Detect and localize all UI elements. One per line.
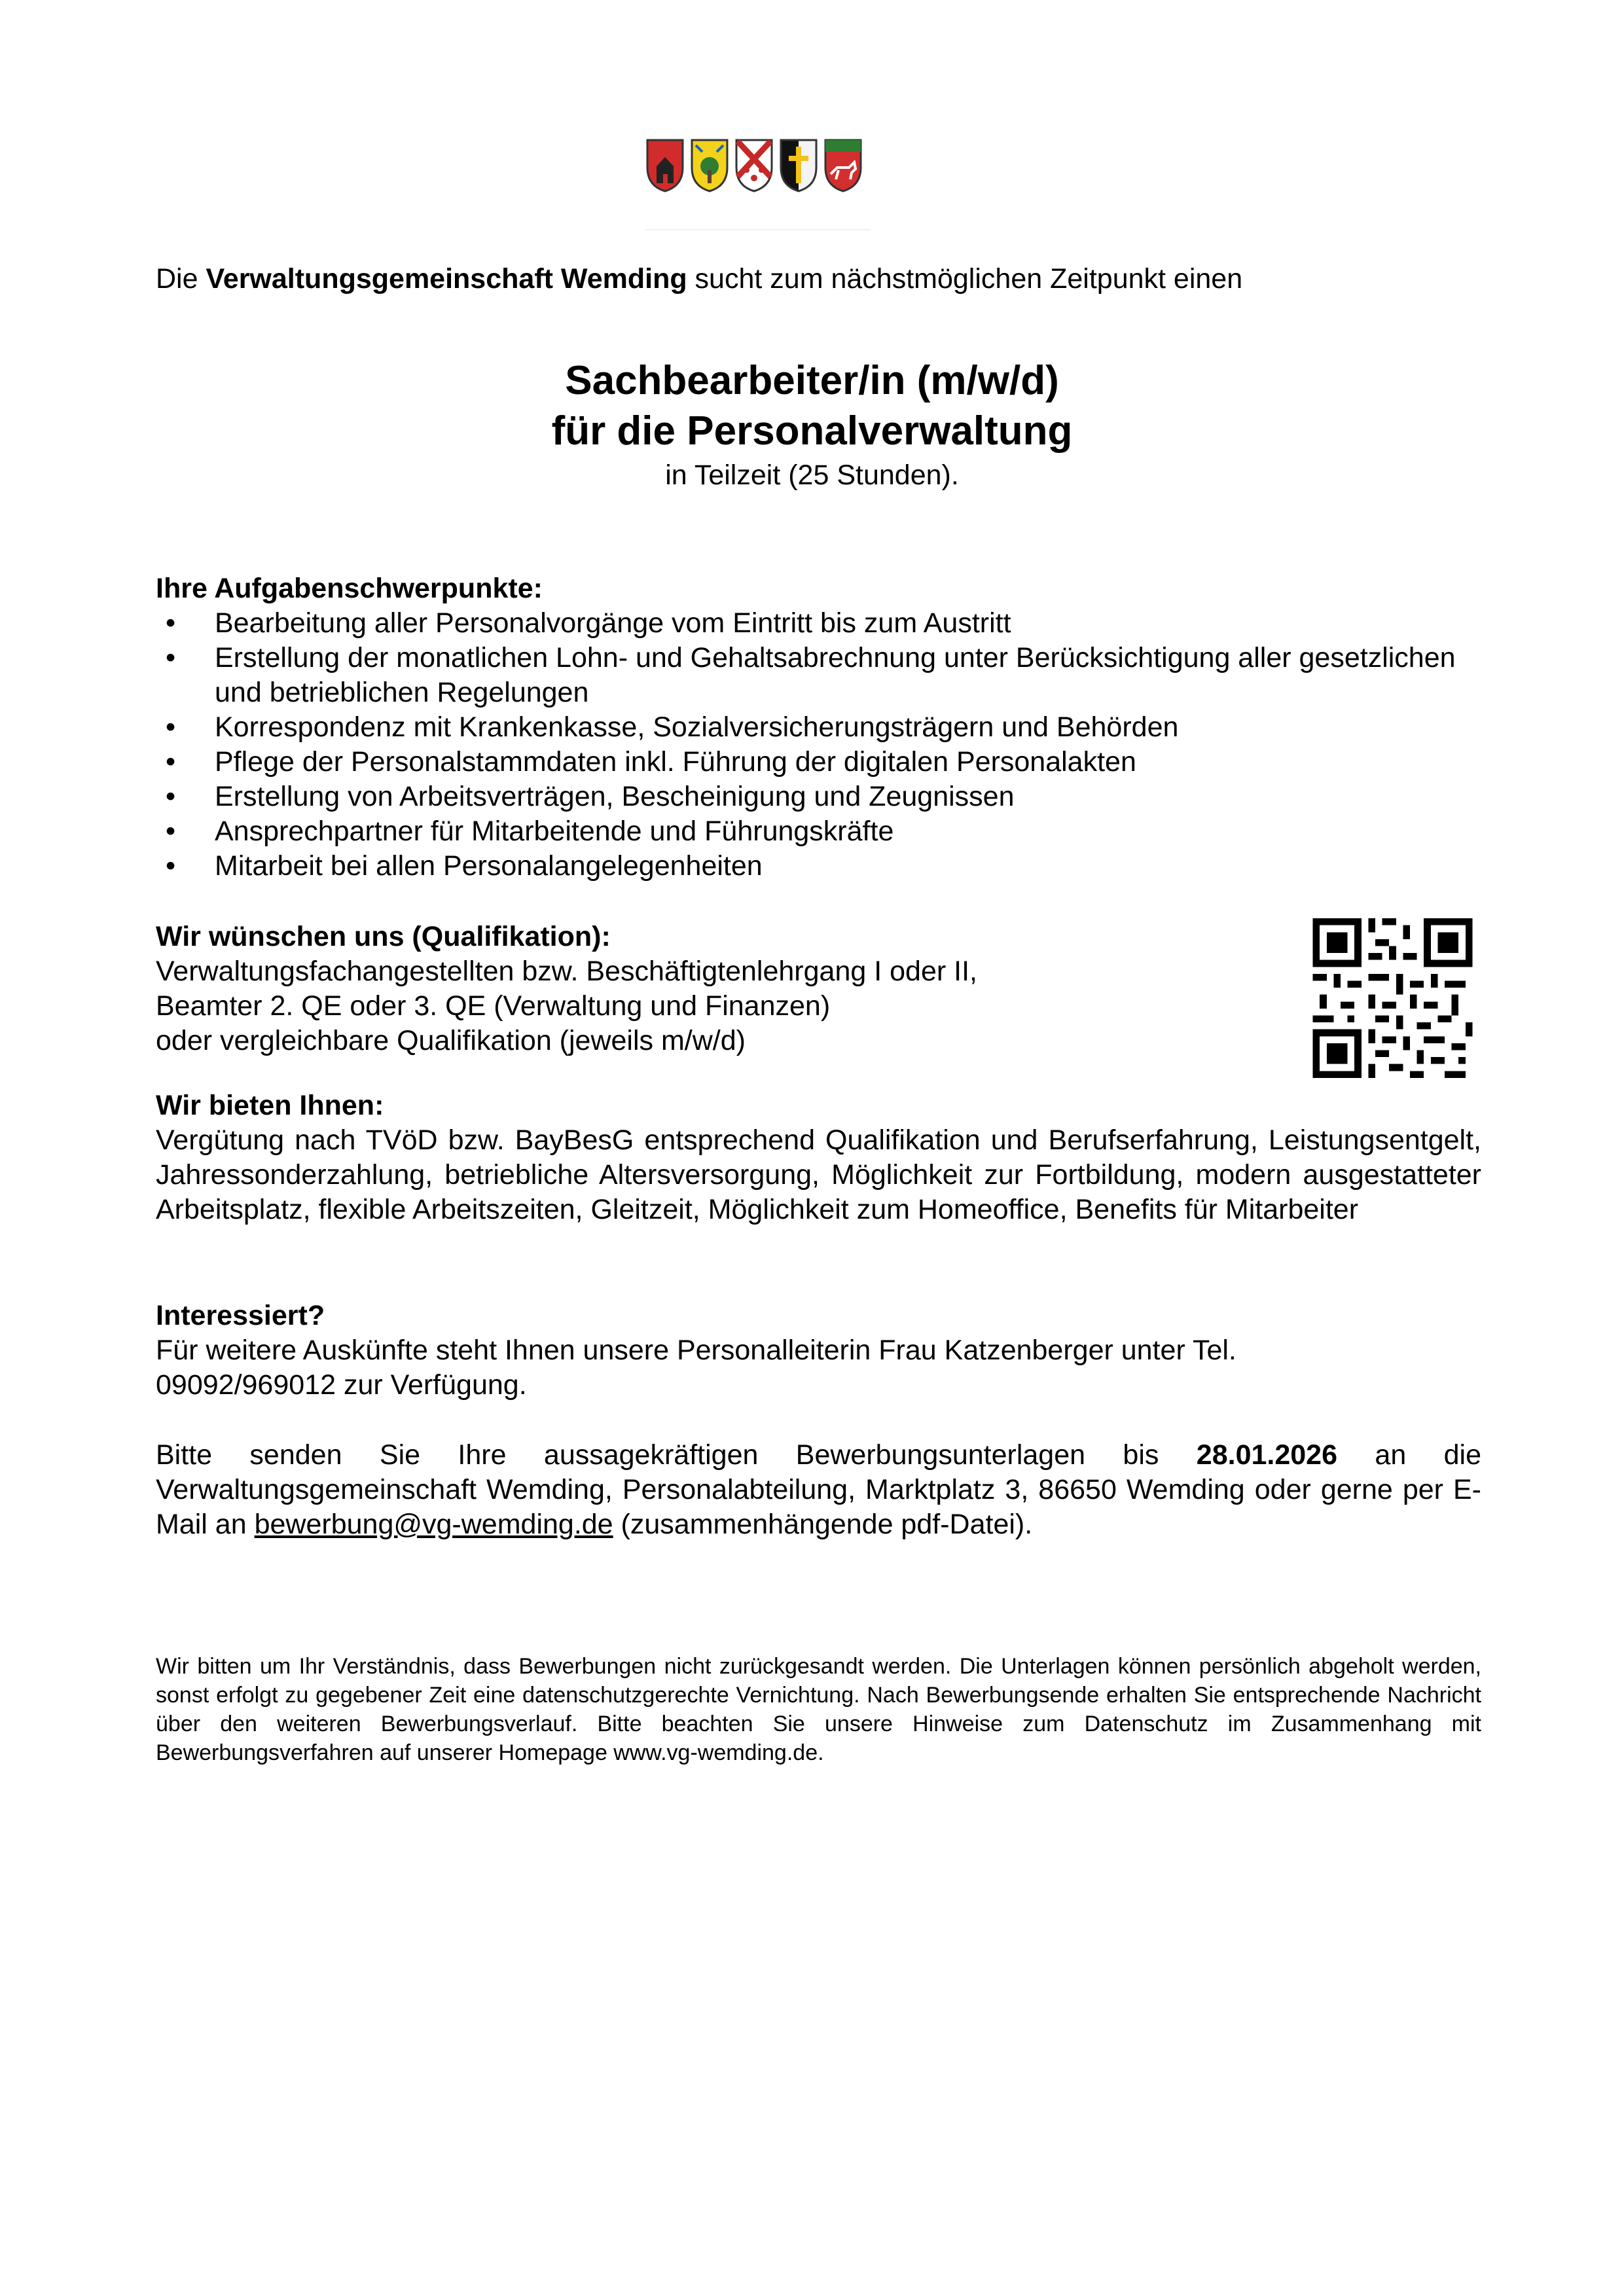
offer-heading: Wir bieten Ihnen: <box>156 1090 384 1121</box>
task-item: • Erstellung der monatlichen Lohn- und Gehaltsabrechnung unter Berücksichtigung aller gesetzlichen und betrieblichen Regelungen <box>156 641 1481 710</box>
crest-2-icon <box>689 137 730 192</box>
task-item: • Mitarbeit bei allen Personalangelegenheiten <box>156 849 1481 884</box>
application-deadline: 28.01.2026 <box>1196 1439 1338 1471</box>
crest-3-icon <box>734 137 774 192</box>
qr-code-icon <box>1306 910 1479 1086</box>
interest-heading: Interessiert? <box>156 1300 325 1331</box>
tasks-list <box>156 606 1481 884</box>
application-paragraph <box>156 1438 1481 1542</box>
intro-line <box>156 262 1242 296</box>
intro-prefix: Die <box>156 263 206 295</box>
task-item: • Bearbeitung aller Personalvorgänge vom Eintritt bis zum Austritt <box>156 606 1481 641</box>
email-link[interactable]: bewerbung@vg-wemding.de <box>254 1509 613 1540</box>
offer-text: Vergütung nach TVöD bzw. BayBesG entsprechend Qualifikation und Berufserfahrung, Leistungsentgelt, Jahressonderzahlung, betriebliche Altersversorgung, Möglichkeit zur Fortbildung, modern ausgestatteter Arbeitsplatz, flexible Arbeitszeiten, Gleitzeit, Möglichkeit zum Homeoffice, Benefits für Mitarbeiter <box>156 1124 1481 1225</box>
tasks-heading: Ihre Aufgabenschwerpunkte: <box>156 573 543 604</box>
task-item: • Korrespondenz mit Krankenkasse, Sozialversicherungsträgern und Behörden <box>156 710 1481 745</box>
job-department: für die Personalverwaltung <box>551 408 1073 454</box>
crest-1-icon <box>645 137 685 192</box>
task-item: • Ansprechpartner für Mitarbeitende und Führungskräfte <box>156 814 1481 849</box>
task-item: • Pflege der Personalstammdaten inkl. Führung der digitalen Personalakten <box>156 745 1481 780</box>
logo-divider <box>645 229 871 230</box>
job-hours: in Teilzeit (25 Stunden). <box>665 459 959 491</box>
contact-line: Für weitere Auskünfte steht Ihnen unsere Personalleiterin Frau Katzenberger unter Tel. <box>156 1335 1236 1366</box>
qualification-line: Verwaltungsfachangestellten bzw. Beschäftigtenlehrgang I oder II, <box>156 956 977 987</box>
coat-of-arms-row <box>645 137 863 192</box>
privacy-note: Wir bitten um Ihr Verständnis, dass Bewerbungen nicht zurückgesandt werden. Die Unterlagen können persönlich abgeholt werden, sonst erfolgt zu gegebener Zeit eine datenschutzgerechte Vernichtung. Nach Bewerbungsende erhalten Sie entsprechende Nachricht über den weiteren Bewerbungsverlauf. Bitte beachten Sie unsere Hinweise zum Datenschutz im Zusammenhang mit Bewerbungsverfahren auf unserer Homepage www.vg-wemding.de. <box>156 1654 1481 1765</box>
contact-phone: 09092/969012 zur Verfügung. <box>156 1369 527 1401</box>
task-item: • Erstellung von Arbeitsverträgen, Bescheinigung und Zeugnissen <box>156 780 1481 814</box>
application-text: an die Verwaltungsgemeinschaft Wemding, Personalabteilung, Marktplatz 3, 86650 Wemding oder gerne per E-Mail an <box>156 1439 1481 1540</box>
job-title: Sachbearbeiter/in (m/w/d) <box>565 358 1059 403</box>
application-text: (zusammenhängende pdf-Datei). <box>613 1509 1033 1540</box>
intro-suffix: sucht zum nächstmöglichen Zeitpunkt einen <box>687 263 1243 295</box>
qualification-line: Beamter 2. QE oder 3. QE (Verwaltung und Finanzen) <box>156 990 831 1022</box>
qualification-heading: Wir wünschen uns (Qualifikation): <box>156 921 611 952</box>
application-text: Bitte senden Sie Ihre aussagekräftigen Bewerbungsunterlagen bis <box>156 1439 1197 1471</box>
qualification-line: oder vergleichbare Qualifikation (jeweils m/w/d) <box>156 1025 746 1056</box>
organization-name: Verwaltungsgemeinschaft Wemding <box>206 263 687 295</box>
crest-4-icon <box>778 137 819 192</box>
crest-5-icon <box>823 137 863 192</box>
